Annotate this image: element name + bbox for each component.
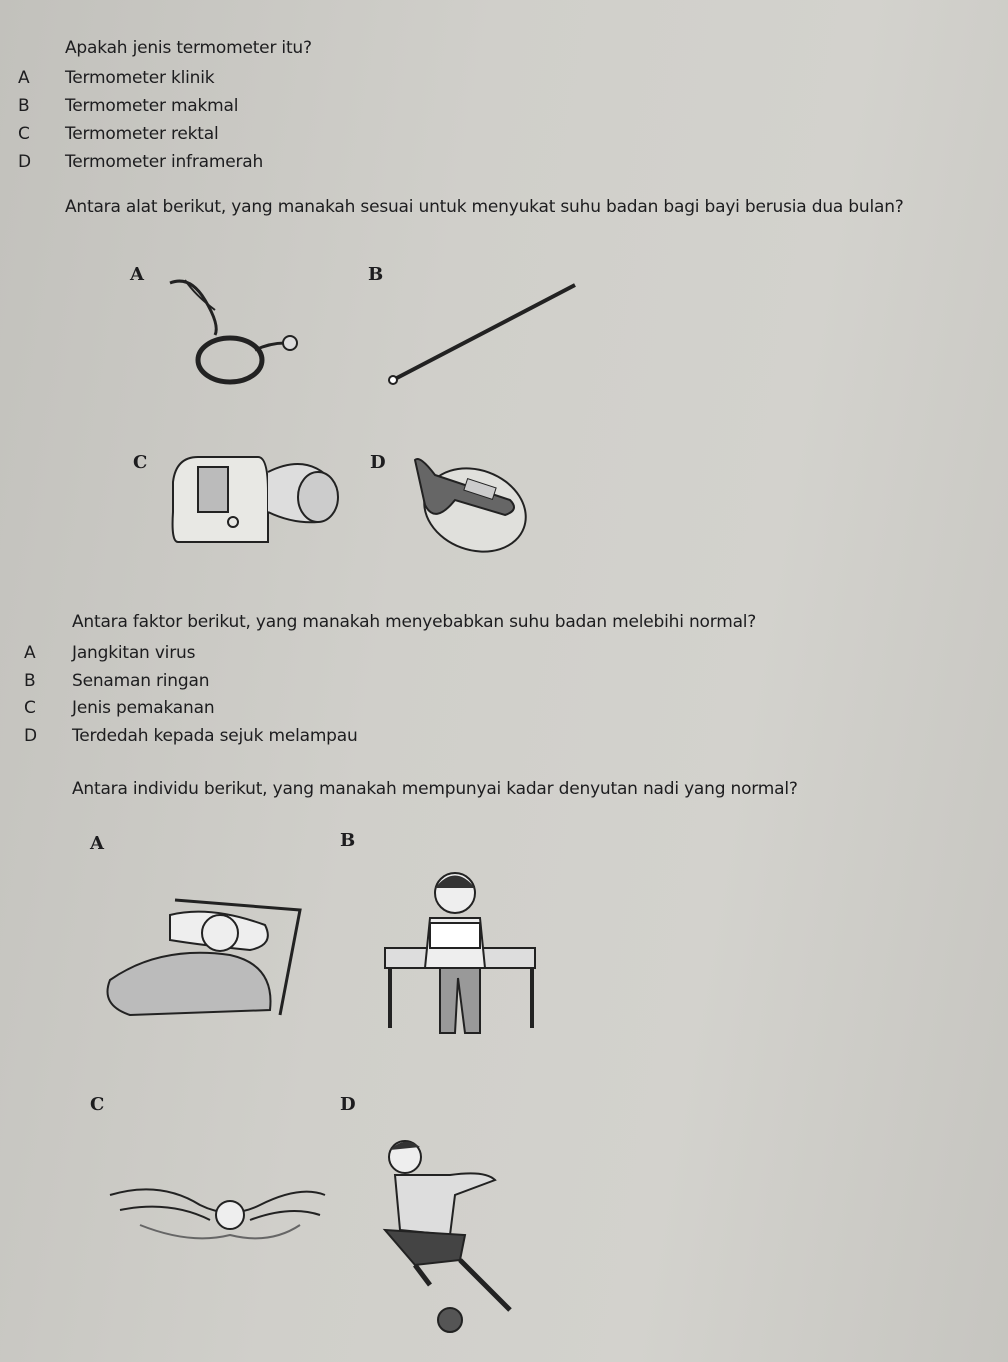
q3-option-a: Jangkitan virus	[72, 643, 196, 663]
q2-picture-b-letter: B	[368, 264, 384, 285]
blood-pressure-monitor-icon	[168, 452, 358, 552]
q2-picture-a-letter: A	[130, 264, 144, 285]
q3-option-d-letter: D	[24, 726, 38, 746]
q1-option-d: Termometer inframerah	[65, 152, 264, 172]
q3-stem: Antara faktor berikut, yang manakah menyebabkan suhu badan melebihi normal?	[72, 612, 757, 632]
q1-option-a: Termometer klinik	[65, 68, 215, 88]
glass-thermometer-icon	[385, 280, 585, 390]
digital-thermometer-icon	[405, 455, 535, 555]
person-swimming-icon	[100, 1175, 330, 1245]
person-in-bed-icon	[100, 895, 305, 1025]
q1-option-c: Termometer rektal	[65, 124, 219, 144]
q1-option-b-letter: B	[18, 96, 30, 116]
q1-option-a-letter: A	[18, 68, 30, 88]
stethoscope-icon	[160, 275, 310, 395]
q2-stem: Antara alat berikut, yang manakah sesuai untuk menyukat suhu badan bagi bayi berusia dua bulan?	[65, 197, 904, 217]
q2-picture-d-letter: D	[370, 452, 386, 473]
q4-picture-a-letter: A	[90, 833, 104, 854]
q1-option-d-letter: D	[18, 152, 32, 172]
q3-option-b: Senaman ringan	[72, 671, 210, 691]
person-playing-football-icon	[375, 1135, 535, 1335]
q3-option-d: Terdedah kepada sejuk melampau	[72, 726, 358, 746]
q4-stem: Antara individu berikut, yang manakah mempunyai kadar denyutan nadi yang normal?	[72, 779, 798, 799]
q1-stem: Apakah jenis termometer itu?	[65, 38, 312, 58]
q1-option-c-letter: C	[18, 124, 30, 144]
q3-option-b-letter: B	[24, 671, 36, 691]
q4-picture-c-letter: C	[90, 1094, 105, 1115]
q3-option-c-letter: C	[24, 698, 36, 718]
q4-picture-d-letter: D	[340, 1094, 356, 1115]
q1-option-b: Termometer makmal	[65, 96, 239, 116]
q3-option-a-letter: A	[24, 643, 36, 663]
q3-option-c: Jenis pemakanan	[72, 698, 215, 718]
q2-picture-c-letter: C	[133, 452, 148, 473]
person-reading-on-bench-icon	[380, 868, 540, 1043]
q4-picture-b-letter: B	[340, 830, 356, 851]
